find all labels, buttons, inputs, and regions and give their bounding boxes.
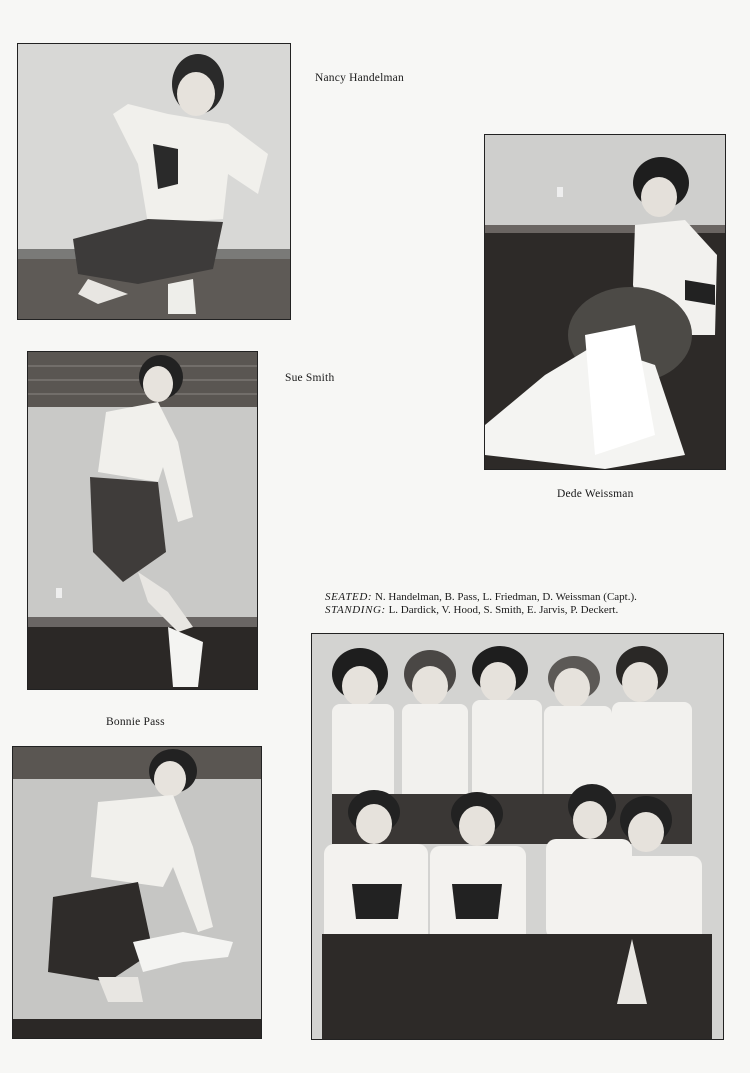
caption-nancy-handelman: Nancy Handelman [315,72,404,84]
photo-nancy-handelman [17,43,291,320]
caption-dede-weissman: Dede Weissman [557,488,634,500]
standing-names: L. Dardick, V. Hood, S. Smith, E. Jarvis, P. Deckert. [388,604,619,616]
standing-line [325,604,725,617]
standing-label: STANDING: [325,604,386,616]
photo-bonnie-pass [12,746,262,1039]
photo-cheerleading-squad [311,633,724,1040]
photo-dede-weissman [484,134,726,470]
seated-label: SEATED: [325,591,373,603]
caption-sue-smith: Sue Smith [285,372,335,384]
seated-line [325,591,725,604]
group-photo-caption [325,591,725,617]
caption-bonnie-pass: Bonnie Pass [106,716,165,728]
seated-names: N. Handelman, B. Pass, L. Friedman, D. Weissman (Capt.). [374,591,637,603]
photo-sue-smith [27,351,258,690]
